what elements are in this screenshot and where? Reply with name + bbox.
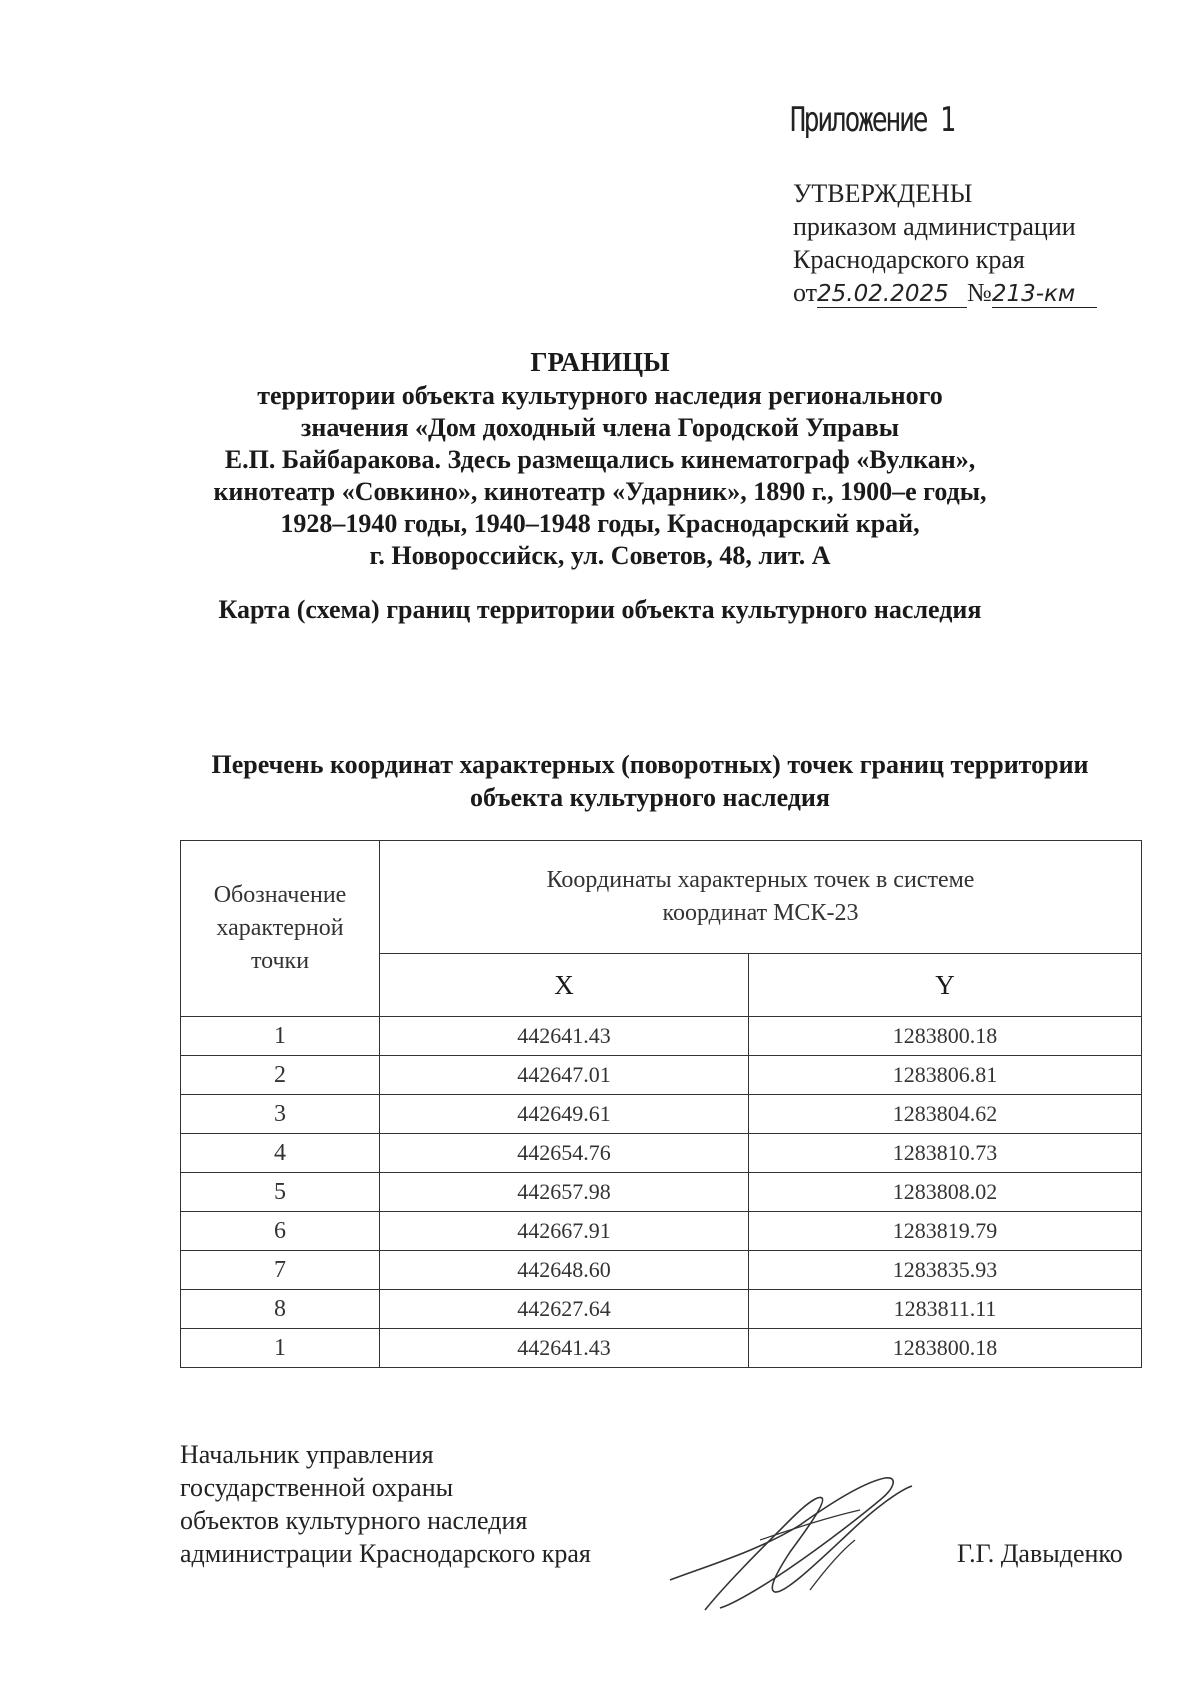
- document-title: ГРАНИЦЫ: [530, 347, 670, 377]
- handwritten-date: 25.02.2025: [817, 281, 967, 308]
- header-point-line: точки: [250, 948, 310, 974]
- coordinates-table: [180, 840, 1142, 1368]
- y-cell: 1283808.02: [749, 1173, 1142, 1212]
- approval-date-line: [793, 276, 1097, 309]
- approval-line-1: приказом администрации: [793, 212, 1076, 241]
- header-coords-line: Координаты характерных точек в системе: [546, 867, 975, 893]
- signatory-name: Г.Г. Давыденко: [957, 1539, 1123, 1568]
- header-x: X: [380, 954, 749, 1017]
- x-cell: 442657.98: [380, 1173, 749, 1212]
- title-line: Е.П. Байбаракова. Здесь размещались кинематограф «Вулкан»,: [224, 445, 976, 474]
- x-cell: 442641.43: [380, 1017, 749, 1056]
- x-cell: 442654.76: [380, 1134, 749, 1173]
- approval-block: [793, 177, 1097, 309]
- approval-line-2: Краснодарского края: [793, 245, 1025, 274]
- header-y: Y: [749, 954, 1142, 1017]
- table-row: [181, 1251, 1142, 1290]
- header-coords-line: координат МСК-23: [662, 900, 859, 926]
- y-cell: 1283819.79: [749, 1212, 1142, 1251]
- y-cell: 1283811.11: [749, 1290, 1142, 1329]
- point-cell: 1: [181, 1329, 380, 1368]
- point-cell: 8: [181, 1290, 380, 1329]
- y-cell: 1283810.73: [749, 1134, 1142, 1173]
- signatory-line: администрации Краснодарского края: [180, 1539, 591, 1568]
- date-prefix: от: [793, 278, 818, 307]
- map-caption: Карта (схема) границ территории объекта культурного наследия: [218, 595, 982, 624]
- y-cell: 1283835.93: [749, 1251, 1142, 1290]
- document-title-block: [0, 346, 1200, 572]
- x-cell: 442667.91: [380, 1212, 749, 1251]
- title-line: значения «Дом доходный члена Городской Управы: [300, 413, 900, 442]
- y-cell: 1283804.62: [749, 1095, 1142, 1134]
- point-cell: 5: [181, 1173, 380, 1212]
- header-point-line: характерной: [216, 915, 344, 941]
- point-cell: 4: [181, 1134, 380, 1173]
- x-cell: 442648.60: [380, 1251, 749, 1290]
- point-cell: 3: [181, 1095, 380, 1134]
- point-cell: 2: [181, 1056, 380, 1095]
- table-row: [181, 1173, 1142, 1212]
- title-line: кинотеатр «Совкино», кинотеатр «Ударник», 1890 г., 1900–е годы,: [213, 477, 987, 506]
- table-row: [181, 1134, 1142, 1173]
- number-prefix: №: [967, 278, 992, 307]
- header-point-designation: [181, 841, 380, 1017]
- signatory-line: объектов культурного наследия: [180, 1506, 528, 1535]
- signatory-line: государственной охраны: [180, 1473, 454, 1502]
- table-row: [181, 1017, 1142, 1056]
- appendix-label: Приложение 1: [790, 100, 954, 140]
- list-title-line-2: объекта культурного наследия: [470, 783, 830, 812]
- point-cell: 1: [181, 1017, 380, 1056]
- x-cell: 442641.43: [380, 1329, 749, 1368]
- table-row: [181, 1329, 1142, 1368]
- header-coordinates: [380, 841, 1142, 954]
- approval-title: УТВЕРЖДЕНЫ: [793, 179, 973, 208]
- title-line: территории объекта культурного наследия регионального: [257, 381, 943, 410]
- signatory-line: Начальник управления: [180, 1440, 434, 1469]
- title-line: г. Новороссийск, ул. Советов, 48, лит. А: [369, 541, 831, 570]
- table-row: [181, 1290, 1142, 1329]
- coordinates-list-title: [150, 748, 1150, 814]
- table-row: [181, 1056, 1142, 1095]
- title-line: 1928–1940 годы, 1940–1948 годы, Краснодарский край,: [280, 509, 920, 538]
- x-cell: 442627.64: [380, 1290, 749, 1329]
- point-cell: 7: [181, 1251, 380, 1290]
- table-row: [181, 1212, 1142, 1251]
- y-cell: 1283806.81: [749, 1056, 1142, 1095]
- handwritten-signature: [650, 1470, 950, 1620]
- signatory-position: [180, 1438, 591, 1570]
- y-cell: 1283800.18: [749, 1329, 1142, 1368]
- point-cell: 6: [181, 1212, 380, 1251]
- table-row: [181, 1095, 1142, 1134]
- list-title-line-1: Перечень координат характерных (поворотных) точек границ территории: [211, 750, 1089, 779]
- y-cell: 1283800.18: [749, 1017, 1142, 1056]
- x-cell: 442647.01: [380, 1056, 749, 1095]
- x-cell: 442649.61: [380, 1095, 749, 1134]
- header-point-line: Обозначение: [213, 882, 347, 908]
- handwritten-number: 213-км: [992, 281, 1097, 308]
